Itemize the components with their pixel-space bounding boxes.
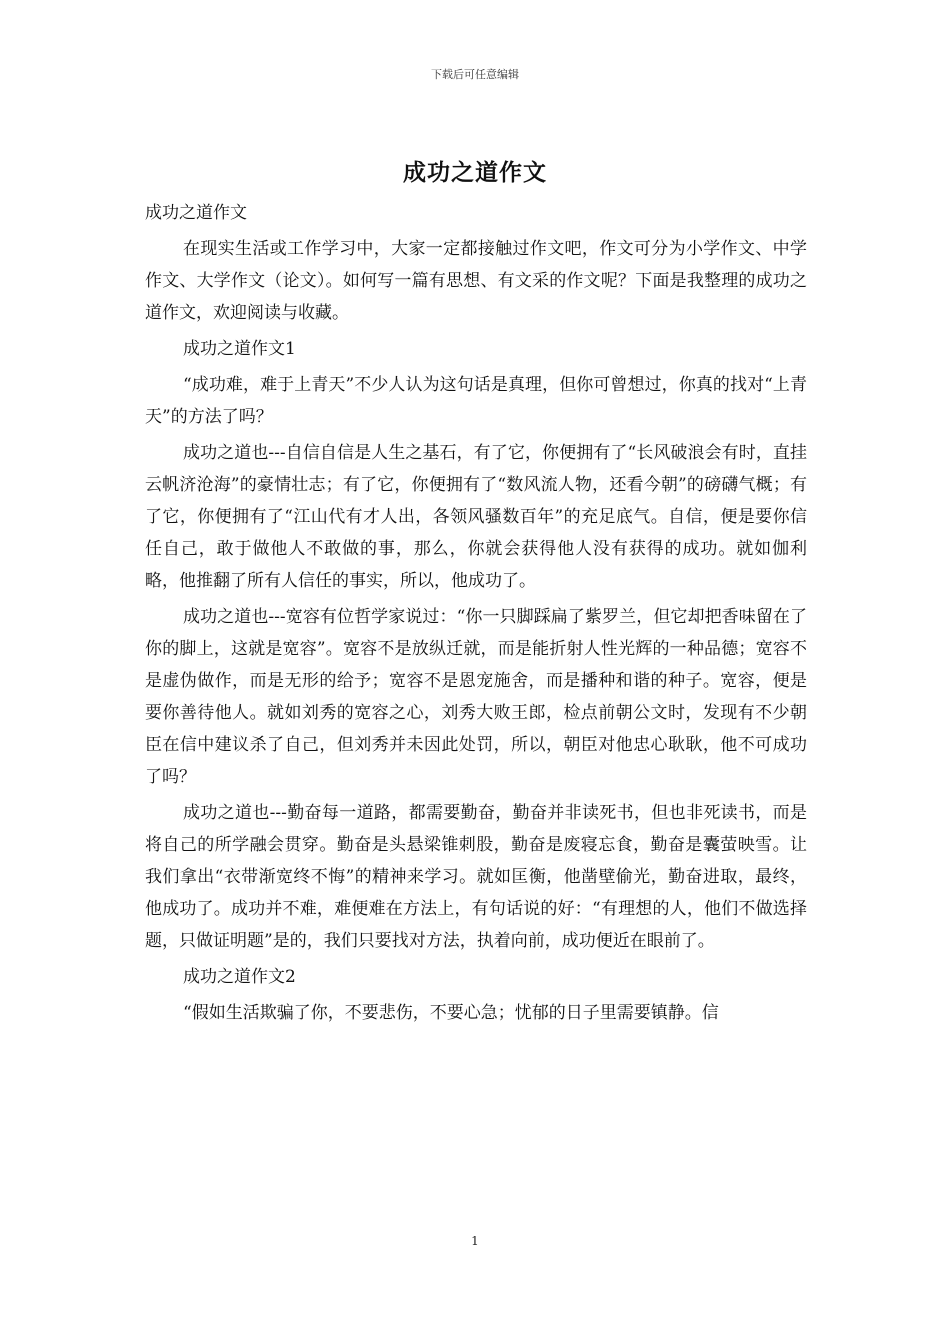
section-heading-1: 成功之道作文1 bbox=[183, 339, 296, 359]
paragraph-subtitle: 成功之道作文 bbox=[145, 203, 247, 223]
section-heading-2: 成功之道作文2 bbox=[183, 967, 296, 987]
paragraph-intro: 在现实生活或工作学习中，大家一定都接触过作文吧，作文可分为小学作文、中学作文、大学作文（论文）。如何写一篇有思想、有文采的作文呢？下面是我整理的成功之道作文，欢迎阅读与收藏。 bbox=[145, 239, 807, 323]
paragraph: “成功难，难于上青天”不少人认为这句话是真理，但你可曾想过，你真的找对“上青天”的方法了吗？ bbox=[145, 375, 807, 427]
document-body bbox=[145, 197, 807, 1033]
paragraph: 成功之道也---宽容有位哲学家说过：“你一只脚踩扁了紫罗兰，但它却把香味留在了你的脚上，这就是宽容”。宽容不是放纵迁就，而是能折射人性光辉的一种品德；宽容不是虚伪做作，而是无形的给予；宽容不是恩宠施舍，而是播种和谐的种子。宽容，便是要你善待他人。就如刘秀的宽容之心，刘秀大败王郎，检点前朝公文时，发现有不少朝臣在信中建议杀了自己，但刘秀并未因此处罚，所以，朝臣对他忠心耿耿，他不可成功了吗？ bbox=[145, 607, 807, 787]
page-header-note: 下载后可任意编辑 bbox=[431, 68, 519, 81]
paragraph: “假如生活欺骗了你，不要悲伤，不要心急；忧郁的日子里需要镇静。信 bbox=[183, 1003, 719, 1023]
document-title: 成功之道作文 bbox=[403, 159, 547, 186]
paragraph: 成功之道也---勤奋每一道路，都需要勤奋，勤奋并非读死书，但也非死读书，而是将自己的所学融会贯穿。勤奋是头悬梁锥刺股，勤奋是废寝忘食，勤奋是囊萤映雪。让我们拿出“衣带渐宽终不悔”的精神来学习。就如匡衡，他凿壁偷光，勤奋进取，最终，他成功了。成功并不难，难便难在方法上，有句话说的好：“有理想的人，他们不做选择题，只做证明题”是的，我们只要找对方法，执着向前，成功便近在眼前了。 bbox=[145, 803, 807, 951]
page-number: 1 bbox=[471, 1234, 479, 1248]
paragraph: 成功之道也---自信自信是人生之基石，有了它，你便拥有了“长风破浪会有时，直挂云帆济沧海”的豪情壮志；有了它，你便拥有了“数风流人物，还看今朝”的磅礴气概；有了它，你便拥有了“江山代有才人出，各领风骚数百年”的充足底气。自信，便是要你信任自己，敢于做他人不敢做的事，那么，你就会获得他人没有获得的成功。就如伽利略，他推翻了所有人信任的事实，所以，他成功了。 bbox=[145, 443, 807, 591]
